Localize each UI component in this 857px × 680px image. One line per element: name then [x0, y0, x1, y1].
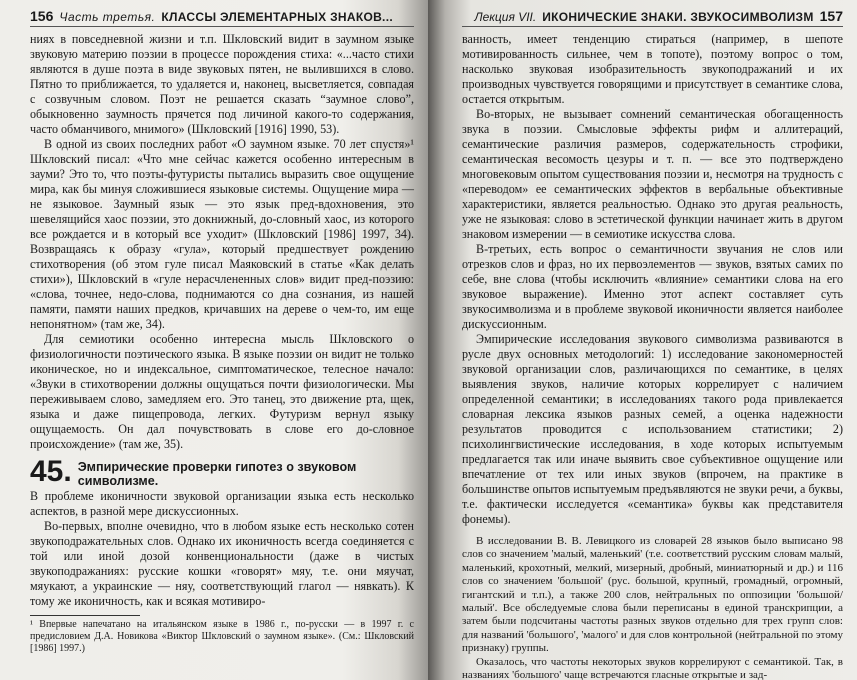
right-running-head: [462, 8, 843, 27]
left-running-part: Часть третья.: [59, 10, 156, 24]
right-small-paragraph-2: Оказалось, что частоты некоторых звуков коррелируют с семантикой. Так, в названиях 'большого' чаще встречаются гласные открытые и зад-: [462, 655, 843, 680]
left-paragraph-4: Во-первых, вполне очевидно, что в любом языке есть несколько сотен звукоподражательных слов. Однако их иконичность всегда соединяется с той или иной дозой конвенциональности (даже в чистых звукоподражаниях: русские кошки «говорят» мяу, т.е. они мяучат, мяукают, а украинские — няу, соответствующий глагол — нявкать). К тому же иконичность, как и всякая мотивиро-: [30, 519, 414, 608]
right-small-paragraph-1: В исследовании В. В. Левицкого из словарей 28 языков было выписано 98 слов со значением 'малый, маленький' (т.е. соответствий русским словам малый, маленький, крохотный, мелкий, мизерный, дробный, миниатюрный и др.) и 116 слов со значением 'большой' (рус. большой, крупный, громадный, огромный, гигантский и т.п.), а также 200 слов, нейтральных по оппозиции 'большой/малый'. Все обследуемые слова были переписаны в единой транскрипции, а затем были подсчитаны частоты разных звуков отдельно для трех групп слов: для названий 'большого', 'малого' и для слов контрольной (нейтральной по этому признаку) группы.: [462, 535, 843, 655]
right-paragraph-2: Во-вторых, не вызывает сомнений семантическая обогащенность звука в поэзии. Смысловые эффекты рифм и аллитераций, семантические различия размеров, содержательность строфики, семантическая весомость цезуры и т. п. — все это подтверждено многовековым опытом существования поэзии и, несмотря на трудность с «переводом» ее семантических эффектов в вербальные объективные характеристики, является реальностью. Однако это другая реальность, уже не языковая: слово в эстетической функции начинает жить в другом знаковом измерении — в семиотике искусства слова.: [462, 107, 843, 241]
right-paragraph-3: В-третьих, есть вопрос о семантичности звучания не слов или отрезков слов и фраз, но их первоэлементов — звуков, взятых самих по себе, вне слова (чтобы исключить «влияние» семантики слова на его звуковое выражение). Именно этот аспект составляет суть звукосимволизма и в проблеме звуковой иконичности является наиболее дискуссионным.: [462, 242, 843, 331]
left-page-number: 156: [30, 8, 54, 24]
right-paragraph-4: Эмпирические исследования звукового символизма развиваются в русле двух основных методологий: 1) исследование закономерностей звуковой организации слов, различающихся по семантике, в целях выявления звуков, наличие которых коррелирует с наличием определенной семантики; в исследованиях такого рода привлекается словарная лексика языков разных семей, а оценка надежности результатов проводится с использованием статистики; 2) психолингвистические исследования, в ходе которых испытуемым предлагается так или иначе выявить свое субъективное ощущение или впечатление от тех или иных звуков (впрочем, на практике в большинстве опытов испытуемым предъявляются не звуки речи, а буквы, т.е. фактически исследуется «семантика» буквы как представителя фонемы).: [462, 332, 843, 526]
left-running-title: КЛАССЫ ЭЛЕМЕНТАРНЫХ ЗНАКОВ...: [161, 10, 393, 24]
section-heading: [30, 455, 414, 488]
right-running-lecture: Лекция VII.: [474, 10, 537, 24]
left-paragraph-2: В одной из своих последних работ «О заумном языке. 70 лет спустя»¹ Шкловский писал: «Что мне сейчас кажется особенно интересным в зауми? Это то, что поэты-футуристы пытались выразить свое ощущение мира, как бы минуя сложившиеся языковые системы. Ощущение мира — не языковое. Заумный язык — это язык пред-вдохновения, это шевелящийся хаос поэзии, это докнижный, до-словный хаос, из которого все рождается и в который все уходит» (Шкловский [1986] 1997, 34). Возвращаясь к образу «гула», который предшествует рождению стихотворения (об этом гуле писал Маяковский в статье «Как делать стихи»), Шкловский в «гуле нерасчлененных слов» видит пред-поэзию: «слова, точнее, недо-слова, поднимаются со дна сознания, из нашей памяти, памяти наших предков, кричавших на дереве о чем-то, им еще непонятном» (там же, 34).: [30, 137, 414, 331]
right-page: [428, 0, 857, 680]
left-page: [0, 0, 428, 680]
section-intro: В проблеме иконичности звуковой организации языка есть несколько аспектов, в разной мере дискуссионных.: [30, 489, 414, 518]
left-running-head: [30, 8, 414, 27]
section-title: Эмпирические проверки гипотез о звуковом символизме.: [77, 460, 357, 488]
left-paragraph-1: ниях в повседневной жизни и т.п. Шкловский видит в заумном языке звуковую материю поэзии в процессе порождения стиха: «...часто стихи являются в душе поэта в виде звуковых пятен, не вылившихся в слово. Пятно то приближается, то удаляется и, наконец, высветляется, совпадая с созвучным словом. Поэт не решается сказать “заумное слово”, обыкновенно заумность прячется под личиной какого-то содержания, часто обманчивого, мнимого» (Шкловский [1916] 1990, 53).: [30, 32, 414, 136]
section-number: 45.: [30, 455, 72, 488]
footnote-rule: [30, 615, 140, 616]
right-paragraph-1: ванность, имеет тенденцию стираться (например, в шепоте мотивированность сильнее, чем в топоте), поэтому вопрос о том, насколько звуковая изобразительность звукоподражаний и их производных чувствуется говорящими и присутствует в семантике слова, остается открытым.: [462, 32, 843, 106]
footnote: ¹ Впервые напечатано на итальянском языке в 1986 г., по-русски — в 1997 г. с предисловием Д.А. Новикова «Виктор Шкловский о заумном языке». (См.: Шкловский [1986] 1997.): [30, 619, 414, 654]
paragraph-gap: [462, 527, 843, 535]
left-paragraph-3: Для семиотики особенно интересна мысль Шкловского о физиологичности поэтического языка. В языке поэзии он видит не только иконическое, но и индексальное, симптоматическое, телесное начало: «Звуки в стихотворении должны ощущаться почти физиологически. Мы переживываем слово, замедляем его. Это танец, это движение рта, щек, языка и даже пищепровода, легких. Футуризм вернул языку ощущаемость. Он дал почувствовать в слове его до-словное происхождение» (там же, 35).: [30, 332, 414, 451]
right-running-title: ИКОНИЧЕСКИЕ ЗНАКИ. ЗВУКОСИМВОЛИЗМ: [542, 10, 814, 24]
right-page-number: 157: [819, 8, 843, 24]
